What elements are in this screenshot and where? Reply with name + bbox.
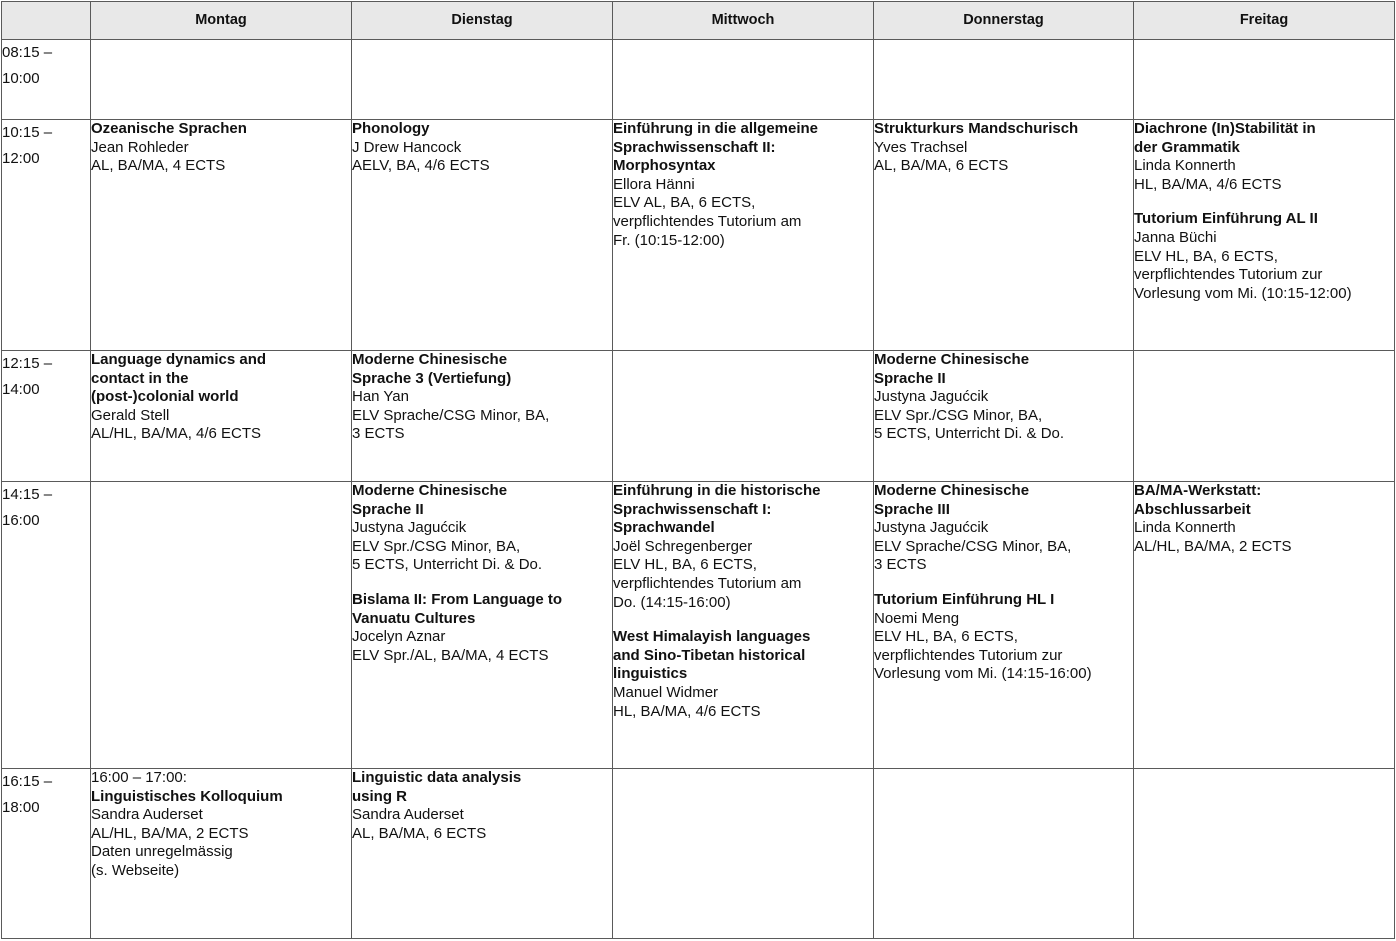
course-title: Einführung in die historische — [613, 482, 821, 499]
course-title: Sprachwandel — [613, 519, 715, 537]
schedule-cell-tuesday — [352, 482, 613, 769]
course-lecturer: Jean Rohleder — [91, 138, 189, 156]
course-lecturer: Han Yan — [352, 388, 409, 406]
course-entry — [91, 351, 351, 444]
course-entry — [352, 482, 612, 575]
schedule-cell-monday — [91, 769, 352, 939]
time-slot-row — [2, 120, 1395, 351]
course-entry — [874, 482, 1133, 575]
course-title: Tutorium Einführung AL II — [1134, 210, 1318, 228]
day-header-friday: Freitag — [1134, 2, 1395, 40]
course-entry — [613, 482, 873, 612]
time-slot-label — [2, 769, 91, 939]
course-entry — [1134, 120, 1394, 194]
day-header-monday: Montag — [91, 2, 352, 40]
course-detail: ELV HL, BA, 6 ECTS, — [874, 628, 1018, 646]
course-lecturer: J Drew Hancock — [352, 138, 462, 156]
course-title: (post-)colonial world — [91, 388, 239, 406]
course-detail: Vorlesung vom Mi. (10:15-12:00) — [1134, 284, 1352, 302]
course-lecturer: Yves Trachsel — [874, 138, 968, 156]
schedule-body — [2, 40, 1395, 939]
course-detail: 3 ECTS — [874, 556, 927, 574]
course-lecturer: Sandra Auderset — [352, 806, 464, 824]
course-detail: Vorlesung vom Mi. (14:15-16:00) — [874, 665, 1092, 683]
course-detail: AL, BA/MA, 4 ECTS — [91, 157, 226, 175]
course-lecturer: Justyna Jagućcik — [352, 519, 467, 537]
course-lecturer: Linda Konnerth — [1134, 157, 1236, 175]
day-header-wednesday: Mittwoch — [613, 2, 874, 40]
course-title: Bislama II: From Language to — [352, 590, 563, 608]
course-detail: AL/HL, BA/MA, 4/6 ECTS — [91, 425, 262, 443]
course-lecturer: Noemi Meng — [874, 609, 960, 627]
course-lecturer: Linda Konnerth — [1134, 519, 1236, 537]
course-detail: Fr. (10:15-12:00) — [613, 231, 725, 249]
course-entry — [352, 120, 612, 176]
schedule-cell-friday — [1134, 482, 1395, 769]
time-text: 14:15 – — [2, 486, 53, 503]
course-lecturer: Justyna Jagućcik — [874, 519, 989, 537]
course-entry — [874, 351, 1133, 444]
course-lecturer: Ellora Hänni — [613, 175, 695, 193]
course-detail: verpflichtendes Tutorium am — [613, 574, 802, 592]
course-time-note: 16:00 – 17:00: — [91, 769, 187, 786]
schedule-cell-tuesday — [352, 120, 613, 351]
course-detail: AL/HL, BA/MA, 2 ECTS — [91, 824, 249, 842]
course-lecturer: Sandra Auderset — [91, 806, 203, 824]
schedule-cell-friday — [1134, 769, 1395, 939]
time-text: 18:00 — [2, 799, 40, 816]
time-slot-row — [2, 482, 1395, 769]
course-detail: verpflichtendes Tutorium zur — [874, 646, 1063, 664]
course-detail: AL, BA/MA, 6 ECTS — [352, 824, 487, 842]
course-title: Strukturkurs Mandschurisch — [874, 120, 1079, 137]
course-title: Abschlussarbeit — [1134, 500, 1251, 518]
schedule-cell-monday — [91, 120, 352, 351]
course-lecturer: Jocelyn Aznar — [352, 628, 446, 646]
course-title: Einführung in die allgemeine — [613, 120, 819, 137]
time-text: 12:15 – — [2, 355, 53, 372]
time-slot-label — [2, 351, 91, 482]
time-slot-row — [2, 769, 1395, 939]
course-title: Ozeanische Sprachen — [91, 120, 247, 137]
course-lecturer: Justyna Jagućcik — [874, 388, 989, 406]
course-lecturer: Joël Schregenberger — [613, 537, 753, 555]
day-header-tuesday: Dienstag — [352, 2, 613, 40]
course-detail: HL, BA/MA, 4/6 ECTS — [1134, 175, 1282, 193]
course-title: Sprachwissenschaft I: — [613, 500, 772, 518]
course-detail: AL/HL, BA/MA, 2 ECTS — [1134, 537, 1292, 555]
schedule-cell-thursday — [874, 40, 1134, 120]
course-detail: Do. (14:15-16:00) — [613, 593, 731, 611]
schedule-cell-friday — [1134, 351, 1395, 482]
course-detail: ELV HL, BA, 6 ECTS, — [613, 556, 757, 574]
course-title: Sprache II — [352, 500, 424, 518]
course-lecturer: Gerald Stell — [91, 406, 170, 424]
course-detail: verpflichtendes Tutorium am — [613, 212, 802, 230]
course-detail: 5 ECTS, Unterricht Di. & Do. — [352, 556, 543, 574]
course-title: Phonology — [352, 120, 430, 137]
course-title: linguistics — [613, 665, 688, 683]
schedule-cell-thursday — [874, 120, 1134, 351]
schedule-cell-tuesday — [352, 351, 613, 482]
course-detail: ELV AL, BA, 6 ECTS, — [613, 194, 756, 212]
course-detail: 5 ECTS, Unterricht Di. & Do. — [874, 425, 1065, 443]
schedule-cell-tuesday — [352, 40, 613, 120]
schedule-cell-friday — [1134, 40, 1395, 120]
course-title: Moderne Chinesische — [352, 351, 508, 368]
time-text: 10:00 — [2, 70, 40, 87]
day-header-thursday: Donnerstag — [874, 2, 1134, 40]
course-title: der Grammatik — [1134, 138, 1240, 156]
time-text: 16:00 — [2, 512, 40, 529]
course-detail: ELV Spr./AL, BA/MA, 4 ECTS — [352, 646, 549, 664]
time-text: 14:00 — [2, 381, 40, 398]
course-detail: ELV Spr./CSG Minor, BA, — [874, 406, 1043, 424]
course-detail: ELV Sprache/CSG Minor, BA, — [352, 406, 550, 424]
course-detail: ELV HL, BA, 6 ECTS, — [1134, 247, 1278, 265]
course-entry — [874, 591, 1133, 684]
course-title: Sprache II — [874, 369, 946, 387]
course-entry — [91, 120, 351, 176]
course-detail: AL, BA/MA, 6 ECTS — [874, 157, 1009, 175]
time-slot-row — [2, 351, 1395, 482]
course-lecturer: Manuel Widmer — [613, 683, 719, 701]
time-text: 10:15 – — [2, 124, 53, 141]
course-title: Language dynamics and — [91, 351, 267, 368]
course-detail: (s. Webseite) — [91, 861, 180, 879]
schedule-cell-friday — [1134, 120, 1395, 351]
course-detail: Daten unregelmässig — [91, 843, 233, 861]
course-title: and Sino-Tibetan historical — [613, 646, 806, 664]
time-text: 12:00 — [2, 150, 40, 167]
corner-cell — [2, 2, 91, 40]
course-title: Linguistisches Kolloquium — [91, 787, 283, 805]
schedule-cell-wednesday — [613, 120, 874, 351]
course-title: Linguistic data analysis — [352, 769, 522, 786]
schedule-cell-wednesday — [613, 351, 874, 482]
course-entry — [874, 120, 1133, 176]
course-title: Moderne Chinesische — [874, 482, 1030, 499]
time-slot-label — [2, 120, 91, 351]
schedule-cell-wednesday — [613, 40, 874, 120]
course-title: contact in the — [91, 369, 189, 387]
course-title: Moderne Chinesische — [352, 482, 508, 499]
course-title: Tutorium Einführung HL I — [874, 590, 1055, 608]
course-entry — [352, 591, 612, 665]
course-entry — [1134, 210, 1394, 303]
time-slot-label — [2, 40, 91, 120]
course-entry — [613, 628, 873, 721]
course-title: Sprachwissenschaft II: — [613, 138, 776, 156]
course-entry — [91, 769, 351, 881]
time-text: 08:15 – — [2, 44, 53, 61]
course-title: Vanuatu Cultures — [352, 609, 476, 627]
course-detail: 3 ECTS — [352, 425, 405, 443]
schedule-cell-thursday — [874, 482, 1134, 769]
schedule-cell-thursday — [874, 769, 1134, 939]
course-title: Morphosyntax — [613, 157, 716, 175]
schedule-cell-tuesday — [352, 769, 613, 939]
schedule-cell-thursday — [874, 351, 1134, 482]
course-detail: HL, BA/MA, 4/6 ECTS — [613, 702, 761, 720]
schedule-cell-monday — [91, 351, 352, 482]
schedule-cell-wednesday — [613, 482, 874, 769]
course-title: Moderne Chinesische — [874, 351, 1030, 368]
course-title: using R — [352, 787, 407, 805]
schedule-table — [1, 1, 1395, 939]
course-detail: ELV Sprache/CSG Minor, BA, — [874, 537, 1072, 555]
course-detail: ELV Spr./CSG Minor, BA, — [352, 537, 521, 555]
course-title: Sprache III — [874, 500, 950, 518]
course-detail: verpflichtendes Tutorium zur — [1134, 266, 1323, 284]
course-title: West Himalayish languages — [613, 628, 811, 646]
schedule-cell-monday — [91, 40, 352, 120]
schedule-cell-wednesday — [613, 769, 874, 939]
course-detail: AELV, BA, 4/6 ECTS — [352, 157, 490, 175]
header-row — [2, 2, 1395, 40]
course-title: BA/MA-Werkstatt: — [1134, 482, 1262, 499]
schedule-cell-monday — [91, 482, 352, 769]
time-slot-label — [2, 482, 91, 769]
course-title: Sprache 3 (Vertiefung) — [352, 369, 512, 387]
course-title: Diachrone (In)Stabilität in — [1134, 120, 1316, 137]
course-entry — [1134, 482, 1394, 556]
time-slot-row — [2, 40, 1395, 120]
course-entry — [613, 120, 873, 250]
course-entry — [352, 351, 612, 444]
course-lecturer: Janna Büchi — [1134, 228, 1217, 246]
course-entry — [352, 769, 612, 843]
time-text: 16:15 – — [2, 773, 53, 790]
